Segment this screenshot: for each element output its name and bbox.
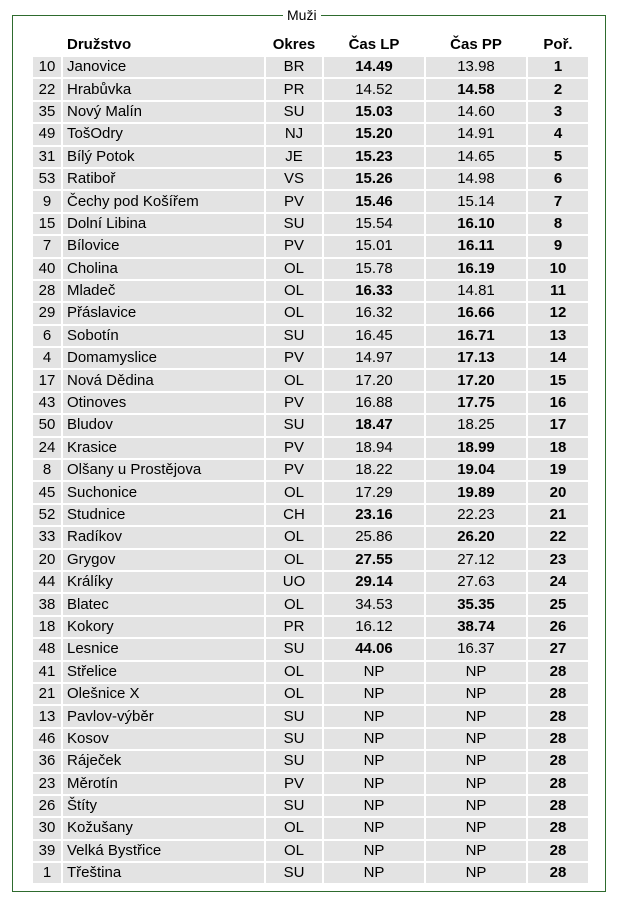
row-number: 21 <box>33 684 61 704</box>
row-time-lp: NP <box>324 841 424 861</box>
row-time-lp: 15.01 <box>324 236 424 256</box>
row-team: Ratiboř <box>63 169 264 189</box>
row-rank: 28 <box>528 751 588 771</box>
row-time-pp: 16.10 <box>426 214 526 234</box>
row-district: OL <box>266 594 322 614</box>
row-number: 48 <box>33 639 61 659</box>
row-number: 49 <box>33 124 61 144</box>
table-row <box>33 572 588 592</box>
row-district: SU <box>266 729 322 749</box>
row-number: 43 <box>33 393 61 413</box>
row-time-lp: 23.16 <box>324 505 424 525</box>
row-district: PV <box>266 236 322 256</box>
row-time-lp: NP <box>324 706 424 726</box>
table-row <box>33 259 588 279</box>
row-time-pp: 19.04 <box>426 460 526 480</box>
row-rank: 3 <box>528 102 588 122</box>
row-team: TošOdry <box>63 124 264 144</box>
table-row <box>33 326 588 346</box>
row-time-pp: NP <box>426 863 526 883</box>
row-time-lp: 16.45 <box>324 326 424 346</box>
row-rank: 19 <box>528 460 588 480</box>
row-rank: 12 <box>528 303 588 323</box>
row-time-pp: NP <box>426 841 526 861</box>
row-number: 36 <box>33 751 61 771</box>
row-time-pp: 18.25 <box>426 415 526 435</box>
row-rank: 7 <box>528 191 588 211</box>
row-rank: 28 <box>528 662 588 682</box>
row-time-pp: 14.60 <box>426 102 526 122</box>
row-time-lp: 27.55 <box>324 550 424 570</box>
row-time-pp: 16.37 <box>426 639 526 659</box>
table-row <box>33 281 588 301</box>
row-district: CH <box>266 505 322 525</box>
row-time-pp: 35.35 <box>426 594 526 614</box>
row-district: PV <box>266 774 322 794</box>
table-row <box>33 438 588 458</box>
row-time-pp: 17.13 <box>426 348 526 368</box>
table-row <box>33 550 588 570</box>
table-row <box>33 303 588 323</box>
row-number: 46 <box>33 729 61 749</box>
row-team: Nová Dědina <box>63 370 264 390</box>
row-district: PV <box>266 191 322 211</box>
row-time-pp: NP <box>426 818 526 838</box>
row-time-lp: 18.47 <box>324 415 424 435</box>
row-team: Grygov <box>63 550 264 570</box>
row-team: Bílovice <box>63 236 264 256</box>
row-number: 15 <box>33 214 61 234</box>
row-time-lp: 18.94 <box>324 438 424 458</box>
row-team: Domamyslice <box>63 348 264 368</box>
row-district: OL <box>266 370 322 390</box>
row-time-lp: 16.33 <box>324 281 424 301</box>
table-row <box>33 191 588 211</box>
row-rank: 8 <box>528 214 588 234</box>
table-row <box>33 841 588 861</box>
row-district: SU <box>266 796 322 816</box>
row-rank: 28 <box>528 706 588 726</box>
row-number: 6 <box>33 326 61 346</box>
row-team: Střelice <box>63 662 264 682</box>
table-row <box>33 370 588 390</box>
row-team: Hrabůvka <box>63 79 264 99</box>
table-row <box>33 617 588 637</box>
row-district: UO <box>266 572 322 592</box>
row-team: Přáslavice <box>63 303 264 323</box>
row-team: Bludov <box>63 415 264 435</box>
row-time-lp: 25.86 <box>324 527 424 547</box>
row-time-lp: 15.78 <box>324 259 424 279</box>
table-row <box>33 684 588 704</box>
row-time-lp: 15.03 <box>324 102 424 122</box>
row-time-pp: NP <box>426 706 526 726</box>
results-table <box>31 31 590 885</box>
row-district: OL <box>266 818 322 838</box>
row-team: Blatec <box>63 594 264 614</box>
row-rank: 1 <box>528 57 588 77</box>
row-time-pp: 14.58 <box>426 79 526 99</box>
table-row <box>33 594 588 614</box>
row-time-lp: NP <box>324 774 424 794</box>
table-row <box>33 214 588 234</box>
row-team: Suchonice <box>63 482 264 502</box>
row-district: OL <box>266 841 322 861</box>
table-row <box>33 706 588 726</box>
row-number: 29 <box>33 303 61 323</box>
row-district: PV <box>266 393 322 413</box>
row-time-pp: 16.71 <box>426 326 526 346</box>
table-row <box>33 527 588 547</box>
row-time-pp: NP <box>426 662 526 682</box>
row-team: Dolní Libina <box>63 214 264 234</box>
row-district: SU <box>266 751 322 771</box>
row-district: OL <box>266 281 322 301</box>
row-time-lp: NP <box>324 863 424 883</box>
row-time-pp: NP <box>426 774 526 794</box>
row-time-pp: NP <box>426 729 526 749</box>
table-row <box>33 774 588 794</box>
row-district: SU <box>266 326 322 346</box>
row-time-pp: 38.74 <box>426 617 526 637</box>
table-row <box>33 102 588 122</box>
row-time-pp: 16.19 <box>426 259 526 279</box>
table-row <box>33 79 588 99</box>
row-team: Kožušany <box>63 818 264 838</box>
row-district: SU <box>266 415 322 435</box>
row-district: SU <box>266 214 322 234</box>
row-number: 28 <box>33 281 61 301</box>
header-district: Okres <box>272 35 316 53</box>
row-time-pp: 26.20 <box>426 527 526 547</box>
table-row <box>33 863 588 883</box>
row-time-pp: 16.66 <box>426 303 526 323</box>
row-district: JE <box>266 147 322 167</box>
row-team: Olšany u Prostějova <box>63 460 264 480</box>
row-district: PR <box>266 79 322 99</box>
row-district: OL <box>266 482 322 502</box>
row-team: Třeština <box>63 863 264 883</box>
row-rank: 16 <box>528 393 588 413</box>
row-number: 39 <box>33 841 61 861</box>
row-rank: 20 <box>528 482 588 502</box>
row-team: Cholina <box>63 259 264 279</box>
row-team: Čechy pod Košířem <box>63 191 264 211</box>
row-rank: 24 <box>528 572 588 592</box>
row-number: 33 <box>33 527 61 547</box>
row-time-pp: 14.91 <box>426 124 526 144</box>
row-number: 53 <box>33 169 61 189</box>
table-row <box>33 796 588 816</box>
table-header-row <box>33 33 588 55</box>
row-number: 50 <box>33 415 61 435</box>
row-time-lp: 14.97 <box>324 348 424 368</box>
row-time-pp: NP <box>426 796 526 816</box>
row-number: 8 <box>33 460 61 480</box>
header-time-lp: Čas LP <box>348 35 400 53</box>
row-team: Kokory <box>63 617 264 637</box>
row-district: NJ <box>266 124 322 144</box>
table-body <box>33 57 588 883</box>
header-team: Družstvo <box>67 35 132 53</box>
row-team: Mladeč <box>63 281 264 301</box>
row-rank: 21 <box>528 505 588 525</box>
row-team: Velká Bystřice <box>63 841 264 861</box>
row-rank: 17 <box>528 415 588 435</box>
row-team: Kosov <box>63 729 264 749</box>
row-district: SU <box>266 863 322 883</box>
row-time-lp: 15.20 <box>324 124 424 144</box>
row-rank: 28 <box>528 729 588 749</box>
row-team: Studnice <box>63 505 264 525</box>
row-rank: 25 <box>528 594 588 614</box>
row-number: 4 <box>33 348 61 368</box>
row-time-lp: NP <box>324 818 424 838</box>
row-district: OL <box>266 527 322 547</box>
table-row <box>33 236 588 256</box>
row-district: SU <box>266 102 322 122</box>
row-district: SU <box>266 639 322 659</box>
row-district: OL <box>266 662 322 682</box>
row-rank: 15 <box>528 370 588 390</box>
row-time-pp: NP <box>426 684 526 704</box>
row-rank: 28 <box>528 841 588 861</box>
row-rank: 28 <box>528 684 588 704</box>
row-time-pp: 17.20 <box>426 370 526 390</box>
row-team: Lesnice <box>63 639 264 659</box>
row-rank: 28 <box>528 818 588 838</box>
row-rank: 27 <box>528 639 588 659</box>
row-team: Měrotín <box>63 774 264 794</box>
table-row <box>33 460 588 480</box>
row-number: 41 <box>33 662 61 682</box>
table-row <box>33 348 588 368</box>
row-rank: 2 <box>528 79 588 99</box>
row-rank: 9 <box>528 236 588 256</box>
row-time-pp: 14.98 <box>426 169 526 189</box>
row-district: OL <box>266 259 322 279</box>
row-team: Bílý Potok <box>63 147 264 167</box>
row-time-lp: 15.54 <box>324 214 424 234</box>
row-time-lp: NP <box>324 729 424 749</box>
row-rank: 6 <box>528 169 588 189</box>
row-time-lp: 18.22 <box>324 460 424 480</box>
table-row <box>33 505 588 525</box>
row-number: 13 <box>33 706 61 726</box>
frame-legend: Muži <box>283 6 321 24</box>
row-district: SU <box>266 706 322 726</box>
row-team: Štíty <box>63 796 264 816</box>
row-time-pp: 27.63 <box>426 572 526 592</box>
row-time-lp: 15.46 <box>324 191 424 211</box>
row-district: PV <box>266 438 322 458</box>
row-team: Pavlov-výběr <box>63 706 264 726</box>
row-district: PV <box>266 348 322 368</box>
row-time-lp: NP <box>324 796 424 816</box>
row-district: OL <box>266 550 322 570</box>
row-rank: 23 <box>528 550 588 570</box>
row-rank: 28 <box>528 774 588 794</box>
row-rank: 26 <box>528 617 588 637</box>
row-number: 26 <box>33 796 61 816</box>
row-number: 52 <box>33 505 61 525</box>
row-time-lp: 17.20 <box>324 370 424 390</box>
row-team: Olešnice X <box>63 684 264 704</box>
row-team: Nový Malín <box>63 102 264 122</box>
table-row <box>33 751 588 771</box>
row-number: 20 <box>33 550 61 570</box>
row-district: OL <box>266 684 322 704</box>
row-time-pp: 14.81 <box>426 281 526 301</box>
header-time-pp: Čas PP <box>450 35 502 53</box>
table-row <box>33 639 588 659</box>
row-number: 30 <box>33 818 61 838</box>
row-district: PR <box>266 617 322 637</box>
row-time-lp: 17.29 <box>324 482 424 502</box>
row-number: 1 <box>33 863 61 883</box>
row-number: 40 <box>33 259 61 279</box>
row-time-lp: 34.53 <box>324 594 424 614</box>
table-row <box>33 169 588 189</box>
row-rank: 14 <box>528 348 588 368</box>
row-rank: 4 <box>528 124 588 144</box>
row-team: Radíkov <box>63 527 264 547</box>
row-time-pp: 22.23 <box>426 505 526 525</box>
table-row <box>33 124 588 144</box>
row-team: Otinoves <box>63 393 264 413</box>
table-row <box>33 729 588 749</box>
row-number: 9 <box>33 191 61 211</box>
table-row <box>33 415 588 435</box>
row-number: 18 <box>33 617 61 637</box>
row-rank: 18 <box>528 438 588 458</box>
row-team: Janovice <box>63 57 264 77</box>
row-time-pp: 17.75 <box>426 393 526 413</box>
row-time-lp: 16.12 <box>324 617 424 637</box>
row-district: PV <box>266 460 322 480</box>
table-row <box>33 662 588 682</box>
row-time-pp: 16.11 <box>426 236 526 256</box>
row-number: 22 <box>33 79 61 99</box>
row-number: 38 <box>33 594 61 614</box>
header-number <box>33 33 61 55</box>
row-number: 24 <box>33 438 61 458</box>
row-rank: 13 <box>528 326 588 346</box>
row-team: Krasice <box>63 438 264 458</box>
row-time-lp: 15.26 <box>324 169 424 189</box>
row-time-lp: NP <box>324 662 424 682</box>
row-time-pp: 18.99 <box>426 438 526 458</box>
row-number: 10 <box>33 57 61 77</box>
row-number: 35 <box>33 102 61 122</box>
row-number: 7 <box>33 236 61 256</box>
row-time-lp: NP <box>324 684 424 704</box>
row-number: 23 <box>33 774 61 794</box>
header-rank: Poř. <box>543 35 573 53</box>
row-rank: 22 <box>528 527 588 547</box>
row-district: OL <box>266 303 322 323</box>
row-rank: 28 <box>528 796 588 816</box>
row-rank: 10 <box>528 259 588 279</box>
row-time-pp: 15.14 <box>426 191 526 211</box>
row-time-lp: 14.52 <box>324 79 424 99</box>
row-rank: 28 <box>528 863 588 883</box>
table-row <box>33 57 588 77</box>
row-time-pp: 13.98 <box>426 57 526 77</box>
row-rank: 5 <box>528 147 588 167</box>
table-row <box>33 482 588 502</box>
row-time-pp: 14.65 <box>426 147 526 167</box>
row-time-lp: 44.06 <box>324 639 424 659</box>
row-time-lp: 29.14 <box>324 572 424 592</box>
row-team: Ráječek <box>63 751 264 771</box>
row-time-pp: 27.12 <box>426 550 526 570</box>
table-row <box>33 818 588 838</box>
row-number: 31 <box>33 147 61 167</box>
row-rank: 11 <box>528 281 588 301</box>
table-row <box>33 147 588 167</box>
row-district: BR <box>266 57 322 77</box>
row-team: Králíky <box>63 572 264 592</box>
row-time-lp: 16.32 <box>324 303 424 323</box>
row-time-lp: NP <box>324 751 424 771</box>
row-number: 17 <box>33 370 61 390</box>
row-team: Sobotín <box>63 326 264 346</box>
row-time-pp: NP <box>426 751 526 771</box>
row-time-lp: 15.23 <box>324 147 424 167</box>
row-time-pp: 19.89 <box>426 482 526 502</box>
table-row <box>33 393 588 413</box>
row-time-lp: 14.49 <box>324 57 424 77</box>
row-number: 45 <box>33 482 61 502</box>
row-time-lp: 16.88 <box>324 393 424 413</box>
row-number: 44 <box>33 572 61 592</box>
row-district: VS <box>266 169 322 189</box>
